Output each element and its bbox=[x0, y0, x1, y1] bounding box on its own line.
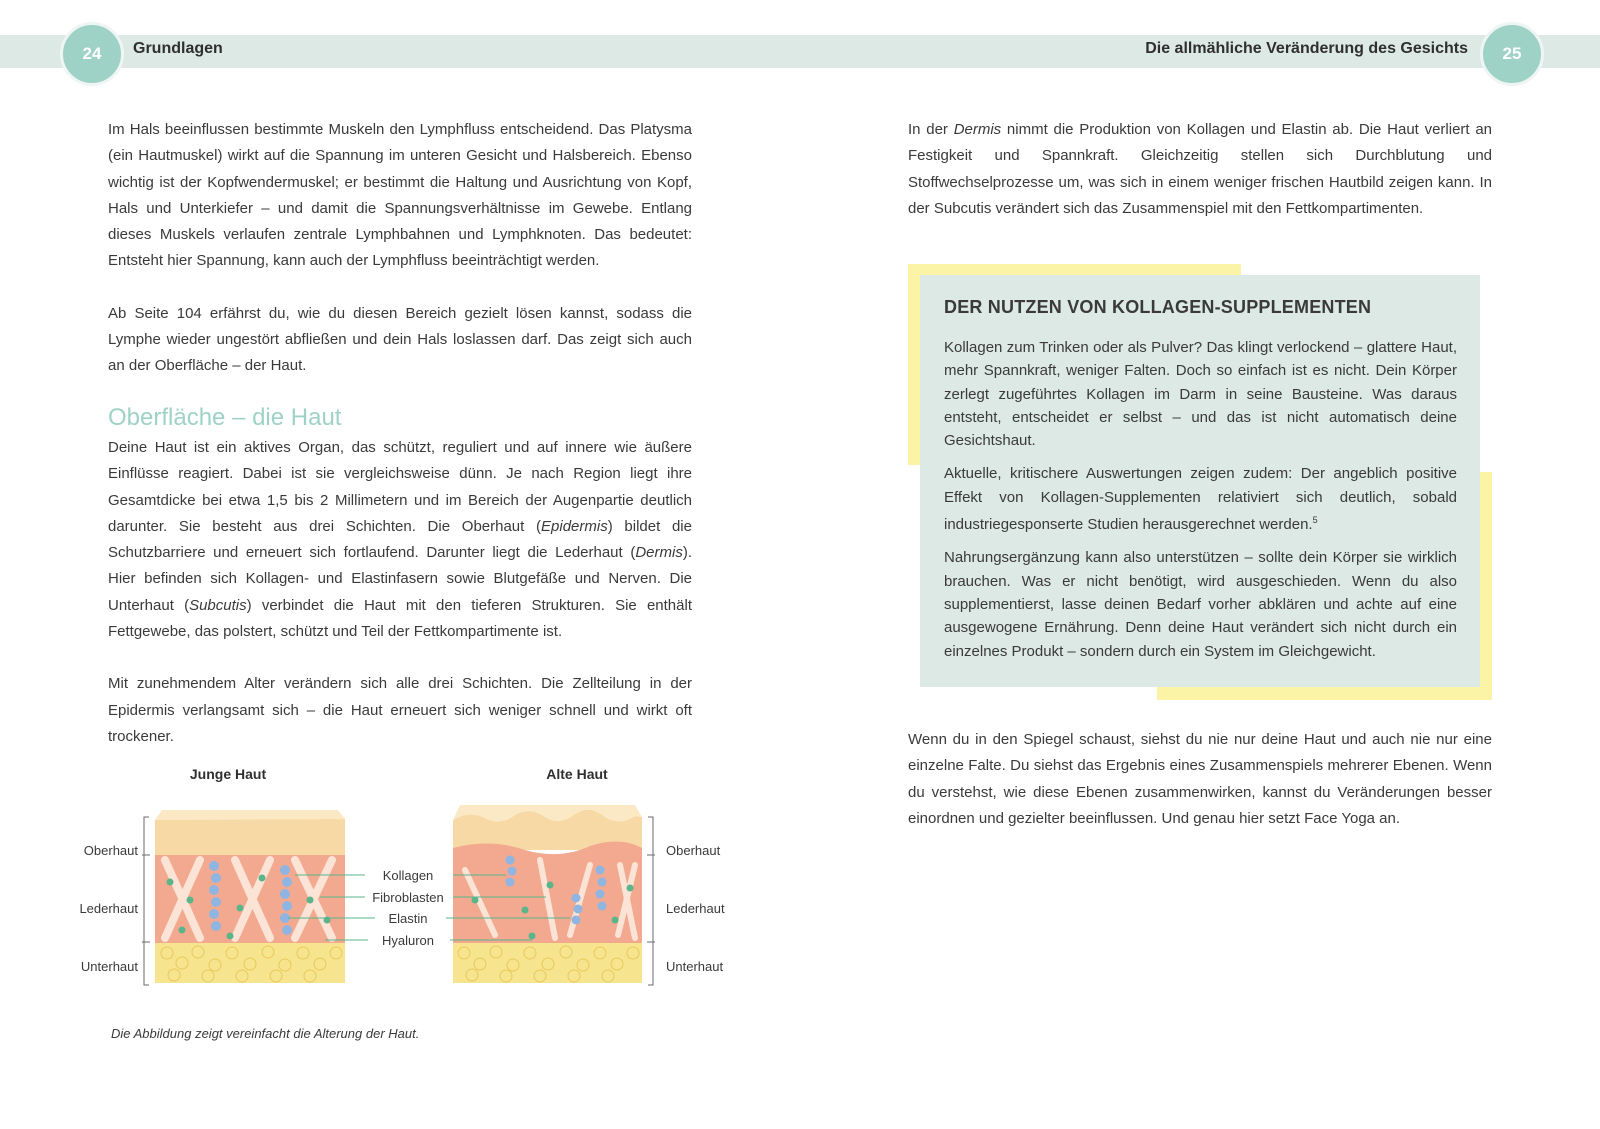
label-collagen: Kollagen bbox=[382, 868, 434, 883]
page-number-right: 25 bbox=[1480, 22, 1544, 86]
section-title: Oberfläche – die Haut bbox=[108, 404, 342, 431]
right-text-upper bbox=[908, 117, 1492, 222]
label-lederhaut-left: Lederhaut bbox=[79, 901, 138, 916]
info-box-paragraph: Aktuelle, kritischere Auswertungen zeigen zudem: Der angeblich positive Effekt von Kollagen-Supplementen relativiert sich deutlich, sobald industriegesponserte Studien herausgerechnet werden.$^5$ bbox=[944, 465, 1457, 534]
label-hyaluron: Hyaluron bbox=[381, 933, 435, 948]
left-text-upper bbox=[108, 117, 692, 380]
page-number-left: 24 bbox=[60, 22, 124, 86]
figure-caption: Die Abbildung zeigt vereinfacht die Alterung der Haut. bbox=[111, 1026, 420, 1041]
paragraph: Im Hals beeinflussen bestimmte Muskeln den Lymphfluss entscheidend. Das Platysma (ein Hautmuskel) wirkt auf die Spannung im unteren Gesicht und Halsbereich. Ebenso wichtig ist der Kopfwendermuskel; er bestimmt die Haltung und Ausrichtung von Kopf, Hals und Unterkiefer – und damit die Spannungsverhältnisse im Gewebe. Entlang dieses Muskels verlaufen zentrale Lymphbahnen und Lymphknoten. Das bedeutet: Entsteht hier Spannung, kann auch der Lymphfluss beeinträchtigt werden. bbox=[108, 121, 692, 270]
paragraph: In der Dermis nimmt die Produktion von Kollagen und Elastin ab. Die Haut verliert an Festigkeit und Spannkraft. Gleichzeitig stellen sich Durchblutung und Stoffwechselprozesse um, was sich in einem weniger frischen Hautbild zeigen kann. In der Subcutis verändert sich das Zusammenspiel mit den Fettkompartimenten. bbox=[908, 121, 1493, 217]
diagram-title-young: Junge Haut bbox=[189, 766, 267, 782]
skin-diagram bbox=[70, 760, 740, 990]
paragraph: Mit zunehmendem Alter verändern sich alle drei Schichten. Die Zellteilung in der Epidermis verlangsamt sich – die Haut erneuert sich weniger schnell und wirkt oft trockener. bbox=[108, 675, 692, 745]
info-box-paragraph: Nahrungsergänzung kann also unterstützen – sollte dein Körper sie wirklich brauchen. Was er nicht benötigt, wird ausgeschieden. Wenn du also supplementierst, lasse deinen Bedarf vorher abklären und achte auf eine ausgewogene Ernährung. Denn deine Haut verändert sich nicht durch ein einzelnes Produkt – sondern durch ein System im Gleichgewicht. bbox=[944, 549, 1457, 660]
diagram-title-old: Alte Haut bbox=[546, 766, 608, 782]
label-unterhaut-left: Unterhaut bbox=[80, 959, 138, 974]
paragraph: Ab Seite 104 erfährst du, wie du diesen Bereich gezielt lösen kannst, sodass die Lymphe wieder ungestört abfließen und dein Hals loslassen darf. Das zeigt sich auch an der Oberfläche – der Haut. bbox=[108, 304, 692, 375]
footnote-marker: 5 bbox=[1312, 515, 1318, 526]
label-elastin: Elastin bbox=[388, 911, 428, 926]
label-unterhaut-right: Unterhaut bbox=[666, 959, 724, 974]
label-oberhaut-right: Oberhaut bbox=[666, 843, 721, 858]
label-oberhaut-left: Oberhaut bbox=[83, 843, 138, 858]
label-fibroblasts: Fibroblasten bbox=[372, 890, 444, 905]
paragraph: Wenn du in den Spiegel schaust, siehst du nie nur deine Haut und auch nie nur eine einzelne Falte. Du siehst das Ergebnis eines Zusammenspiels mehrerer Ebenen. Wenn du verstehst, wie diese Ebenen zusammenwirken, kannst du Veränderungen besser einordnen und gezielter beeinflussen. Und genau hier setzt Face Yoga an. bbox=[908, 731, 1492, 827]
running-head-left: Grundlagen bbox=[133, 40, 223, 57]
young-skin-block bbox=[155, 810, 345, 983]
left-text-lower bbox=[108, 435, 692, 750]
label-lederhaut-right: Lederhaut bbox=[666, 901, 725, 916]
old-skin-block bbox=[453, 805, 642, 983]
info-box-paragraph: Kollagen zum Trinken oder als Pulver? Das klingt verlockend – glattere Haut, mehr Spannkraft, weniger Falten. Doch so einfach ist es nicht. Dein Körper zerlegt zugeführtes Kollagen im Darm in seine Bausteine. Was daraus entsteht, entscheidet er selbst – und das ist nicht automatisch deine Gesichtshaut. bbox=[944, 339, 1457, 450]
paragraph: Deine Haut ist ein aktives Organ, das schützt, reguliert und auf innere wie äußere Einflüsse reagiert. Dabei ist sie vergleichsweise dünn. Je nach Region liegt ihre Gesamtdicke bei etwa 1,5 bis 2 Millimetern und im Bereich der Augenpartie deutlich darunter. Sie besteht aus drei Schichten. Die Oberhaut (Epidermis) bildet die Schutzbarriere und erneuert sich fortlaufend. Darunter liegt die Lederhaut (Dermis). Hier befinden sich Kollagen- und Elastinfasern sowie Blutgefäße und Nerven. Die Unterhaut (Subcutis) verbindet die Haut mit den tieferen Strukturen. Sie enthält Fettgewebe, das polstert, schützt und Teil der Fettkompartimente ist. bbox=[108, 439, 692, 641]
right-text-lower bbox=[908, 727, 1492, 832]
info-box-title: DER NUTZEN VON KOLLAGEN-SUPPLEMENTEN bbox=[944, 297, 1372, 317]
info-box bbox=[920, 275, 1480, 687]
running-head-right: Die allmähliche Veränderung des Gesichts bbox=[1145, 40, 1468, 57]
